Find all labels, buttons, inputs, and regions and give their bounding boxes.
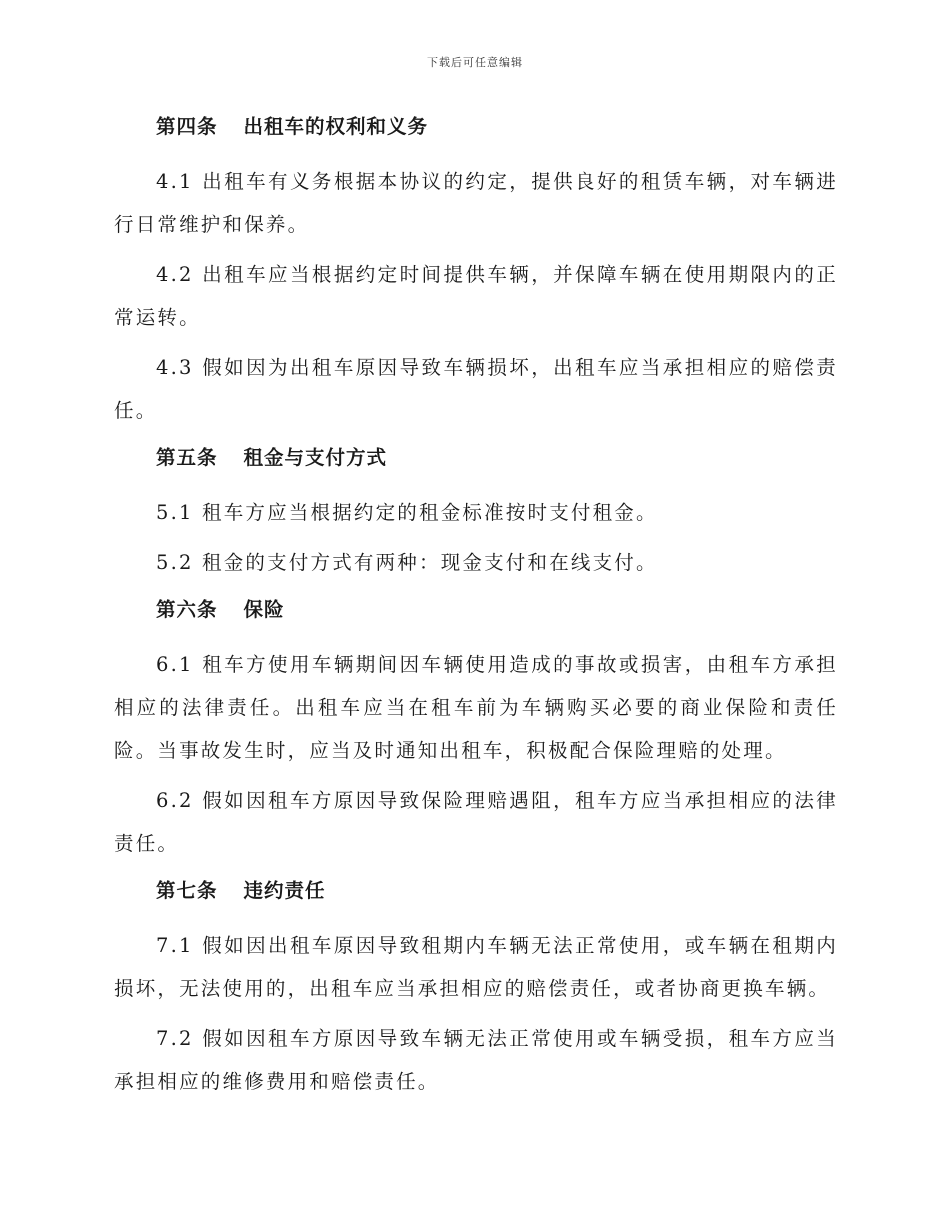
paragraph-6-2: 6.2 假如因租车方原因导致保险理赔遇阻，租车方应当承担相应的法律责任。 [114,789,838,855]
section-title-4 [114,108,838,146]
section-number: 第四条 [156,115,218,138]
section-title-7 [114,872,838,910]
section-number: 第七条 [156,879,218,902]
header-note: 下载后可任意编辑 [427,56,523,69]
section-number: 第五条 [156,446,218,469]
section-title-6 [114,591,838,629]
paragraph-7-1: 7.1 假如因出租车原因导致租期内车辆无法正常使用，或车辆在租期内损坏，无法使用的，出租车应当承担相应的赔偿责任，或者协商更换车辆。 [114,934,838,1000]
paragraph-5-1: 5.1 租车方应当根据约定的租金标准按时支付租金。 [156,501,658,524]
section-title-5 [114,439,838,477]
paragraph-4-3: 4.3 假如因为出租车原因导致车辆损坏，出租车应当承担相应的赔偿责任。 [114,356,838,422]
paragraph-7-2: 7.2 假如因租车方原因导致车辆无法正常使用或车辆受损，租车方应当承担相应的维修费用和赔偿责任。 [114,1027,838,1093]
document-body [114,108,838,1110]
section-heading: 保险 [243,598,285,621]
section-number: 第六条 [156,598,218,621]
paragraph-4-2: 4.2 出租车应当根据约定时间提供车辆，并保障车辆在使用期限内的正常运转。 [114,263,838,329]
section-heading: 出租车的权利和义务 [243,115,429,138]
section-heading: 租金与支付方式 [243,446,388,469]
paragraph-6-1: 6.1 租车方使用车辆期间因车辆使用造成的事故或损害，由租车方承担相应的法律责任。出租车应当在租车前为车辆购买必要的商业保险和责任险。当事故发生时，应当及时通知出租车，积极配合保险理赔的处理。 [114,653,838,762]
paragraph-4-1: 4.1 出租车有义务根据本协议的约定，提供良好的租赁车辆，对车辆进行日常维护和保养。 [114,170,838,236]
section-heading: 违约责任 [243,879,326,902]
paragraph-5-2: 5.2 租金的支付方式有两种：现金支付和在线支付。 [156,551,658,574]
